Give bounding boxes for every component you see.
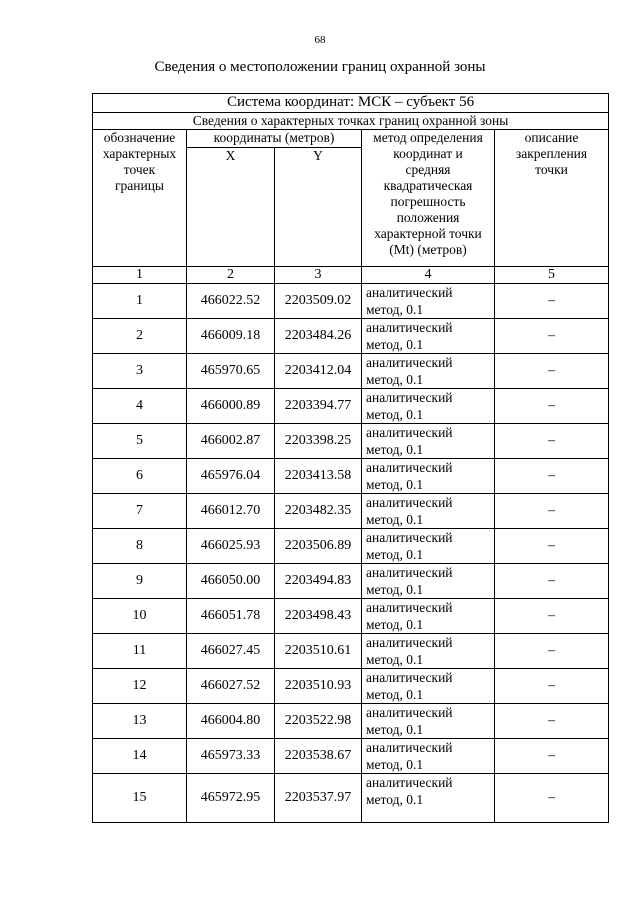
method-cell: [362, 634, 495, 669]
point-number-cell: 5: [93, 424, 187, 459]
description-cell: –: [495, 669, 609, 704]
description-header-line: точки: [535, 162, 568, 177]
method-line: аналитический: [366, 635, 453, 650]
method-line: метод, 0.1: [366, 302, 424, 317]
description-header-line: закрепления: [515, 146, 588, 161]
y-coordinate-cell: 2203509.02: [275, 284, 362, 319]
table-row: [93, 564, 609, 599]
method-line: аналитический: [366, 355, 453, 370]
column-number: 5: [495, 267, 609, 284]
x-coordinate-cell: 466000.89: [187, 389, 275, 424]
coordinate-system-header: Система координат: МСК – субъект 56: [93, 94, 609, 113]
method-line: метод, 0.1: [366, 477, 424, 492]
x-coordinate-cell: 466050.00: [187, 564, 275, 599]
x-coordinate-cell: 466004.80: [187, 704, 275, 739]
description-cell: –: [495, 389, 609, 424]
table-row: [93, 739, 609, 774]
method-line: метод, 0.1: [366, 407, 424, 422]
point-number-cell: 10: [93, 599, 187, 634]
point-number-cell: 2: [93, 319, 187, 354]
table-row: [93, 599, 609, 634]
method-cell: [362, 564, 495, 599]
column-number: 1: [93, 267, 187, 284]
designation-header-line: границы: [114, 178, 165, 193]
table-row: [93, 529, 609, 564]
point-number-cell: 7: [93, 494, 187, 529]
description-cell: –: [495, 739, 609, 774]
description-cell: –: [495, 424, 609, 459]
method-cell: [362, 354, 495, 389]
description-cell: –: [495, 774, 609, 823]
y-coordinate-cell: 2203538.67: [275, 739, 362, 774]
method-line: метод, 0.1: [366, 582, 424, 597]
method-line: метод, 0.1: [366, 757, 424, 772]
section-header: Сведения о характерных точках границ охранной зоны: [93, 113, 609, 130]
method-line: аналитический: [366, 390, 453, 405]
description-cell: –: [495, 529, 609, 564]
method-line: метод, 0.1: [366, 442, 424, 457]
method-line: аналитический: [366, 495, 453, 510]
x-coordinate-cell: 466002.87: [187, 424, 275, 459]
table-row: [93, 494, 609, 529]
description-cell: –: [495, 459, 609, 494]
y-coordinate-cell: 2203537.97: [275, 774, 362, 823]
method-line: метод, 0.1: [366, 792, 424, 807]
method-cell: [362, 704, 495, 739]
method-cell: [362, 459, 495, 494]
point-number-cell: 15: [93, 774, 187, 823]
method-line: аналитический: [366, 285, 453, 300]
y-header: Y: [275, 148, 362, 267]
designation-header: [93, 130, 187, 267]
x-coordinate-cell: 466022.52: [187, 284, 275, 319]
table-row: [93, 774, 609, 823]
x-coordinate-cell: 466027.52: [187, 669, 275, 704]
method-line: метод, 0.1: [366, 687, 424, 702]
method-header-line: координат и: [393, 146, 463, 161]
method-cell: [362, 599, 495, 634]
y-coordinate-cell: 2203413.58: [275, 459, 362, 494]
x-coordinate-cell: 466027.45: [187, 634, 275, 669]
coordinates-header: координаты (метров): [187, 130, 362, 148]
page-number: 68: [314, 34, 326, 46]
x-coordinate-cell: 465976.04: [187, 459, 275, 494]
method-line: аналитический: [366, 670, 453, 685]
point-number-cell: 9: [93, 564, 187, 599]
point-number-cell: 13: [93, 704, 187, 739]
description-cell: –: [495, 354, 609, 389]
x-header: X: [187, 148, 275, 267]
description-cell: –: [495, 704, 609, 739]
method-cell: [362, 284, 495, 319]
method-header-line: (Mt) (метров): [389, 242, 467, 257]
point-number-cell: 6: [93, 459, 187, 494]
x-coordinate-cell: 466025.93: [187, 529, 275, 564]
y-coordinate-cell: 2203494.83: [275, 564, 362, 599]
method-cell: [362, 529, 495, 564]
description-cell: –: [495, 599, 609, 634]
method-line: метод, 0.1: [366, 652, 424, 667]
description-cell: –: [495, 564, 609, 599]
method-line: аналитический: [366, 530, 453, 545]
description-header-line: описание: [524, 130, 579, 145]
point-number-cell: 3: [93, 354, 187, 389]
description-cell: –: [495, 494, 609, 529]
description-cell: –: [495, 284, 609, 319]
method-line: аналитический: [366, 705, 453, 720]
column-number: 4: [362, 267, 495, 284]
y-coordinate-cell: 2203498.43: [275, 599, 362, 634]
table-row: [93, 284, 609, 319]
method-cell: [362, 389, 495, 424]
method-cell: [362, 319, 495, 354]
method-cell: [362, 774, 495, 823]
designation-header-line: характерных: [102, 146, 177, 161]
method-line: аналитический: [366, 460, 453, 475]
x-coordinate-cell: 465973.33: [187, 739, 275, 774]
method-line: аналитический: [366, 425, 453, 440]
method-line: метод, 0.1: [366, 722, 424, 737]
method-line: аналитический: [366, 600, 453, 615]
method-header-line: средняя: [405, 162, 451, 177]
point-number-cell: 14: [93, 739, 187, 774]
method-header-line: метод определения: [373, 130, 483, 145]
method-line: метод, 0.1: [366, 617, 424, 632]
column-number: 3: [275, 267, 362, 284]
y-coordinate-cell: 2203482.35: [275, 494, 362, 529]
method-cell: [362, 669, 495, 704]
table-row: [93, 669, 609, 704]
table-row: [93, 424, 609, 459]
method-line: метод, 0.1: [366, 337, 424, 352]
column-number: 2: [187, 267, 275, 284]
method-header-line: квадратическая: [383, 178, 473, 193]
method-line: аналитический: [366, 740, 453, 755]
method-cell: [362, 494, 495, 529]
table-row: [93, 459, 609, 494]
point-number-cell: 4: [93, 389, 187, 424]
x-coordinate-cell: 466051.78: [187, 599, 275, 634]
point-number-cell: 8: [93, 529, 187, 564]
method-line: метод, 0.1: [366, 547, 424, 562]
designation-header-line: точек: [123, 162, 156, 177]
table-row: [93, 704, 609, 739]
designation-header-line: обозначение: [103, 130, 176, 145]
table-row: [93, 319, 609, 354]
y-coordinate-cell: 2203506.89: [275, 529, 362, 564]
method-cell: [362, 739, 495, 774]
x-coordinate-cell: 465970.65: [187, 354, 275, 389]
y-coordinate-cell: 2203394.77: [275, 389, 362, 424]
table-row: [93, 354, 609, 389]
method-line: аналитический: [366, 775, 453, 790]
point-number-cell: 1: [93, 284, 187, 319]
method-line: аналитический: [366, 320, 453, 335]
point-number-cell: 12: [93, 669, 187, 704]
x-coordinate-cell: 466012.70: [187, 494, 275, 529]
y-coordinate-cell: 2203484.26: [275, 319, 362, 354]
point-number-cell: 11: [93, 634, 187, 669]
description-cell: –: [495, 634, 609, 669]
description-cell: –: [495, 319, 609, 354]
x-coordinate-cell: 466009.18: [187, 319, 275, 354]
document-title: Сведения о местоположении границ охранной зоны: [154, 59, 486, 75]
method-cell: [362, 424, 495, 459]
x-coordinate-cell: 465972.95: [187, 774, 275, 823]
method-header-line: положения: [396, 210, 460, 225]
y-coordinate-cell: 2203412.04: [275, 354, 362, 389]
method-line: аналитический: [366, 565, 453, 580]
method-header-line: характерной точки: [374, 226, 482, 241]
description-header: [495, 130, 609, 267]
coordinates-table: [92, 93, 609, 823]
table-row: [93, 389, 609, 424]
table-row: [93, 634, 609, 669]
y-coordinate-cell: 2203510.93: [275, 669, 362, 704]
y-coordinate-cell: 2203522.98: [275, 704, 362, 739]
method-line: метод, 0.1: [366, 372, 424, 387]
method-header: [362, 130, 495, 267]
method-line: метод, 0.1: [366, 512, 424, 527]
y-coordinate-cell: 2203398.25: [275, 424, 362, 459]
method-header-line: погрешность: [390, 194, 466, 209]
y-coordinate-cell: 2203510.61: [275, 634, 362, 669]
